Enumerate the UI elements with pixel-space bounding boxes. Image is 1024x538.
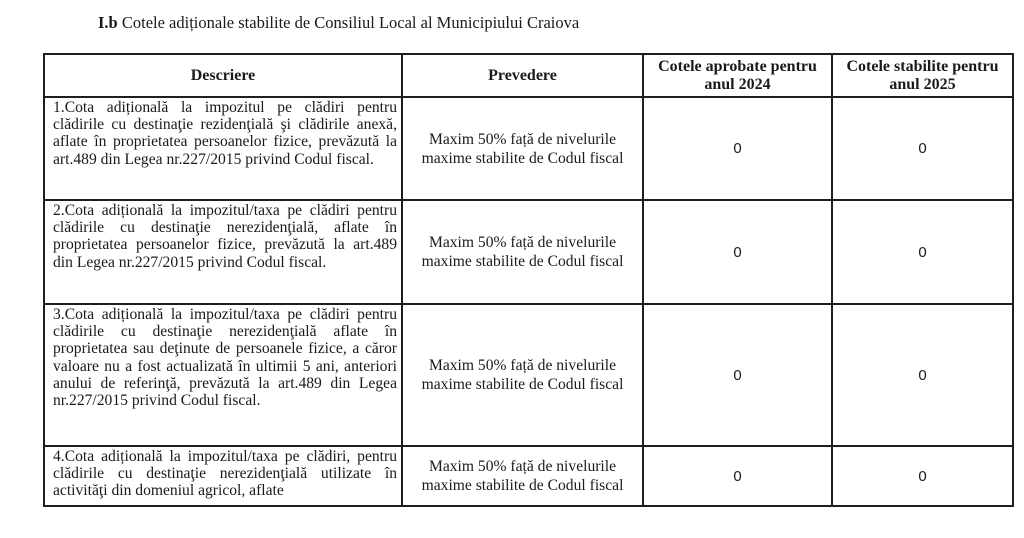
descriere-cell: 3.Cota adițională la impozitul/taxa pe clădiri pentru clădirile cu destinaţie nerezidenţială aflate în proprietatea sau deţinute de persoanele fizice, a căror valoare nu a fost actualizată în ultimii 5 ani, anteriori anului de referinţă, prevăzută la art.489 din Legea nr.227/2015 privind Codul fiscal. (44, 304, 402, 446)
table-row (44, 97, 1013, 200)
column-header-cote-2024: Cotele aprobate pentru anul 2024 (643, 54, 832, 97)
table-row (44, 200, 1013, 304)
cota-2024-cell: 0 (643, 304, 832, 446)
prevedere-cell: Maxim 50% față de nivelurile maxime stabilite de Codul fiscal (402, 97, 643, 200)
cota-2024-cell: 0 (643, 446, 832, 506)
descriere-cell: 1.Cota adițională la impozitul pe clădiri pentru clădirile cu destinaţie rezidenţială şi clădirile anexă, aflate în proprietatea persoanelor fizice, prevăzută la art.489 din Legea nr.227/2015 privind Codul fiscal. (44, 97, 402, 200)
section-number: I.b (98, 13, 118, 32)
cota-2025-cell: 0 (832, 304, 1013, 446)
section-heading (98, 13, 579, 33)
descriere-cell: 2.Cota adițională la impozitul/taxa pe clădiri pentru clădirile cu destinaţie nerezidenţială, aflate în proprietatea persoanelor fizice, prevăzută la art.489 din Legea nr.227/2015 privind Codul fiscal. (44, 200, 402, 304)
cota-2024-cell: 0 (643, 200, 832, 304)
prevedere-cell: Maxim 50% față de nivelurile maxime stabilite de Codul fiscal (402, 200, 643, 304)
cota-2025-cell: 0 (832, 200, 1013, 304)
prevedere-cell: Maxim 50% față de nivelurile maxime stabilite de Codul fiscal (402, 446, 643, 506)
column-header-prevedere: Prevedere (402, 54, 643, 97)
table-header-row (44, 54, 1013, 97)
cote-aditionale-table (43, 53, 1014, 507)
section-title: Cotele adiționale stabilite de Consiliul Local al Municipiului Craiova (121, 13, 580, 32)
prevedere-cell: Maxim 50% față de nivelurile maxime stabilite de Codul fiscal (402, 304, 643, 446)
cota-2025-cell: 0 (832, 446, 1013, 506)
cota-2025-cell: 0 (832, 97, 1013, 200)
column-header-descriere: Descriere (44, 54, 402, 97)
descriere-cell: 4.Cota adițională la impozitul/taxa pe clădiri, pentru clădirile cu destinaţie nerezidenţială utilizate în activităţi din domeniul agricol, aflate (44, 446, 402, 506)
table-row (44, 446, 1013, 506)
table-row (44, 304, 1013, 446)
column-header-cote-2025: Cotele stabilite pentru anul 2025 (832, 54, 1013, 97)
cota-2024-cell: 0 (643, 97, 832, 200)
